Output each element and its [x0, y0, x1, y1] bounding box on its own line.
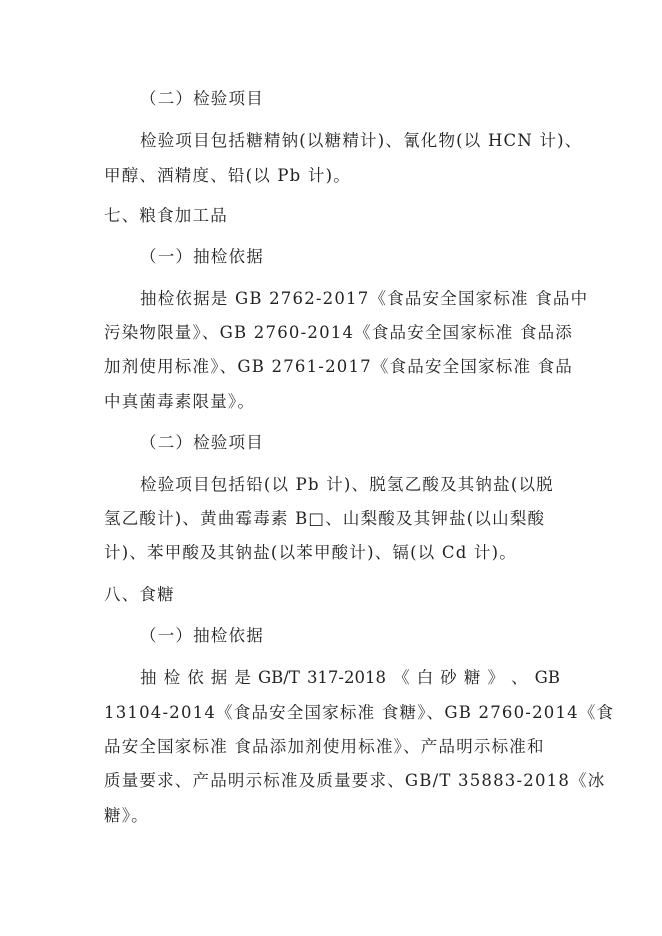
- line-part: 依: [187, 668, 204, 687]
- section-7-items-line-3: 计)、苯甲酸及其钠盐(以苯甲酸计)、镉(以 Cd 计)。: [104, 543, 517, 562]
- line-part: 》: [487, 668, 504, 687]
- section-6-items-heading: （二）检验项目: [140, 89, 264, 108]
- section-8-basis-line-4: 质量要求、产品明示标准及质量要求、GB/T 35883-2018《冰: [104, 771, 606, 790]
- section-8-basis-line-3: 品安全国家标准 食品添加剂使用标准》、产品明示标准和: [104, 737, 545, 756]
- line-part: GB: [534, 668, 560, 687]
- line-part: GB/T: [257, 668, 300, 687]
- section-7-basis-line-3: 加剂使用标准》、GB 2761-2017《食品安全国家标准 食品: [104, 357, 574, 376]
- section-8-basis-line-5: 糖》。: [104, 806, 149, 825]
- line-part: 砂: [440, 668, 457, 687]
- section-7-basis-line-4: 中真菌毒素限量》。: [104, 392, 256, 411]
- line-part: 据: [210, 668, 228, 687]
- section-7-items-heading: （二）检验项目: [140, 433, 264, 452]
- section-8-basis-heading: （一）抽检依据: [140, 626, 264, 645]
- section-7-heading: 七、粮食加工品: [104, 206, 228, 225]
- section-8-basis-line-1: [140, 667, 560, 689]
- section-7-basis-line-1: 抽检依据是 GB 2762-2017《食品安全国家标准 食品中: [140, 289, 589, 308]
- line-part: 糖: [463, 668, 481, 687]
- line-part: 抽: [140, 668, 157, 687]
- section-8-basis-line-2: 13104-2014《食品安全国家标准 食糖》、GB 2760-2014《食: [104, 703, 615, 722]
- section-8-heading: 八、食糖: [104, 585, 175, 604]
- section-7-items-line-2: 氢乙酸计)、黄曲霉毒素 B□、山梨酸及其钾盐(以山梨酸: [104, 509, 546, 528]
- line-part: 、: [511, 668, 528, 687]
- line-part: 白: [416, 668, 434, 687]
- section-7-basis-line-2: 污染物限量》、GB 2760-2014《食品安全国家标准 食品添: [104, 323, 574, 342]
- section-7-basis-heading: （一）抽检依据: [140, 247, 264, 266]
- section-6-items-line-1: 检验项目包括糖精钠(以糖精计)、氰化物(以 HCN 计)、: [140, 131, 583, 150]
- section-7-items-line-1: 检验项目包括铅(以 Pb 计)、脱氢乙酸及其钠盐(以脱: [140, 475, 554, 494]
- section-6-items-line-2: 甲醇、酒精度、铅(以 Pb 计)。: [104, 166, 351, 185]
- line-part: 《: [393, 668, 410, 687]
- line-part: 317-2018: [306, 668, 386, 687]
- line-part: 检: [163, 668, 181, 687]
- line-part: 是: [234, 668, 251, 687]
